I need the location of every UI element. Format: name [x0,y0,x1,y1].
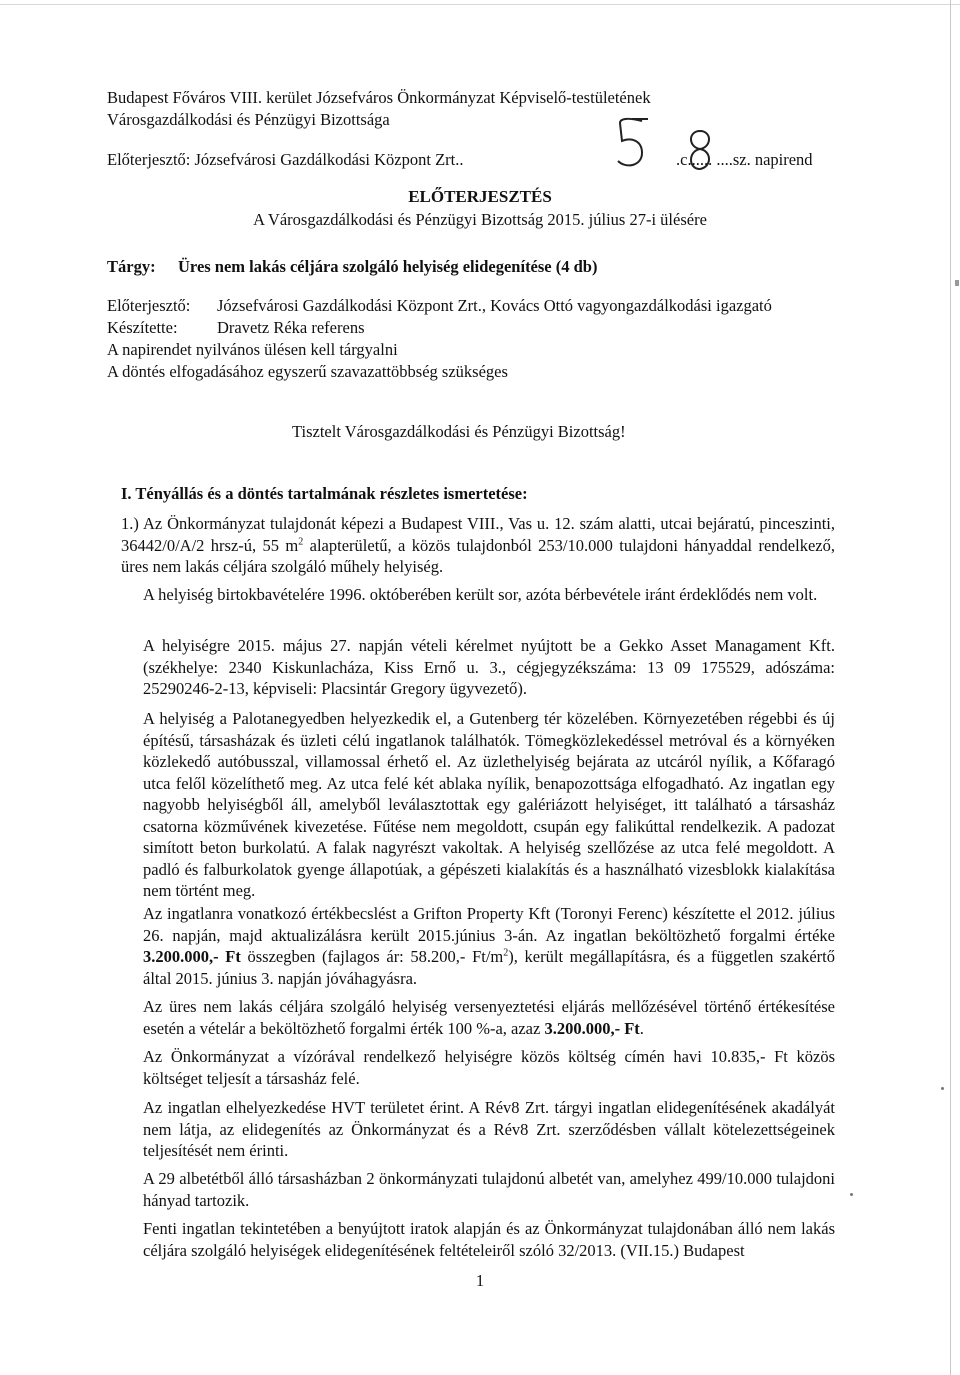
paragraph-1: 1.) Az Önkormányzat tulajdonát képezi a Budapest VIII., Vas u. 12. szám alatti, utcai bejáratú, pinceszinti, 36442/0/A/2 hrsz-ú, 55 $m^2$ alapterületű, a közös tulajdonból 253/10.000 tulajdoni hányaddal rendelkező, üres nem lakás céljára szolgáló műhely helyiség. [121,514,835,576]
paragraph-1-label: 1.) [121,514,139,533]
scan-mark [955,280,959,286]
header-line-2: Városgazdálkodási és Pénzügyi Bizottsága [107,110,390,129]
meta-author [107,318,365,338]
salutation: Tisztelt Városgazdálkodási és Pénzügyi Bizottság! [292,422,626,441]
header-presenter: Előterjesztő: Józsefvárosi Gazdálkodási Központ Zrt.. [107,150,464,169]
page-number: 1 [475,1271,485,1290]
agenda-suffix: .c...... ....sz. napirend [676,150,813,169]
meta-public-session: A napirendet nyilvános ülésen kell tárgyalni [107,340,398,359]
section-number: I. [121,484,132,503]
paragraph-8: Az ingatlan elhelyezkedése HVT területet érint. A Rév8 Zrt. tárgyi ingatlan elidegenítésének akadályát nem látja, az elidegenítés az Önkormányzat és a Rév8 Zrt. szerződésben vállalt kötelezettségeinek teljesítését nem érinti. [143,1098,835,1160]
header-line-1: Budapest Főváros VIII. kerület Józsefváros Önkormányzat Képviselő-testületének [107,88,651,107]
section-heading [121,484,528,504]
scan-border-top [0,4,960,5]
meta-presenter-label: Előterjesztő: [107,296,191,315]
document-title: ELŐTERJESZTÉS [408,187,552,206]
scan-speck [850,1193,853,1196]
meta-author-value: Dravetz Réka referens [217,318,365,337]
meta-author-label: Készítette: [107,318,178,337]
scan-speck [941,1087,944,1090]
paragraph-9: A 29 albetétből álló társasházban 2 önkormányzati tulajdonú albetét van, amelyhez 499/10.000 tulajdoni hányad tartozik. [143,1169,835,1210]
paragraph-4: A helyiség a Palotanegyedben helyezkedik el, a Gutenberg tér közelében. Környezetében régebbi és új építésű, társasházak és üzleti célú ingatlanok találhatók. Tömegközlekedéssel metróval és a környéken közlekedő autóbusszal, villamossal érhető el. Az üzlethelyiség bejárata az utcáról nyílik, a Kőfaragó utca felől közelíthető meg. Az utca felé két ablaka nyílik, benapozottsága elfogadható. Az ingatlan egy nagyobb helyiségből áll, amelyből leválasztottak egy galériázott helyiséget, itt található a társasház csatorna közművének kivezetése. Fűtése nem megoldott, csupán egy falikúttal rendelkezik. A padozat simított beton burkolatú. A falak nagyrészt vakoltak. A helyiség szellőzése az utca felé megoldott. A padló és falburkolatok gyenge állapotúak, a gépészeti kialakítás és a használható vizesblokk kialakítása nem történt meg. [143,709,835,900]
meta-presenter [107,296,772,316]
meta-presenter-value: Józsefvárosi Gazdálkodási Központ Zrt., Kovács Ottó vagyongazdálkodási igazgató [217,296,772,315]
meta-majority: A döntés elfogadásához egyszerű szavazattöbbség szükséges [107,362,508,381]
subject-text: Üres nem lakás céljára szolgáló helyiség elidegenítése (4 db) [178,257,598,276]
paragraph-7: Az Önkormányzat a vízórával rendelkező helyiségre közös költség címén havi 10.835,- Ft közös költséget teljesít a társasház felé. [143,1047,835,1088]
paragraph-5: Az ingatlanra vonatkozó értékbecslést a Grifton Property Kft (Toronyi Ferenc) készítette el 2012. július 26. napján, majd aktualizálásra került 2015.június 3-án. Az ingatlan beköltözhető forgalmi értéke 3.200.000,- Ft összegben (fajlagos ár: 58.200,- $Ft/m^2$), került megállapításra, és a független szakértő által 2015. június 3. napján jóváhagyásra. [143,904,835,988]
paragraph-2: A helyiség birtokbavételére 1996. októberében került sor, azóta bérbevétele iránt érdeklődés nem volt. [143,585,818,604]
subject-label: Tárgy: [107,257,156,276]
paragraph-10: Fenti ingatlan tekintetében a benyújtott iratok alapján és az Önkormányzat tulajdonában álló nem lakás céljára szolgáló helyiségek elidegenítésének feltételeiről szóló 32/2013. (VII.15.) Budapest [143,1219,835,1260]
paragraph-3: A helyiségre 2015. május 27. napján vételi kérelmet nyújtott be a Gekko Asset Managament Kft. (székhelye: 2340 Kiskunlacháza, Kiss Ernő u. 3., cégjegyzékszáma: 13 09 175529, adószáma: 25290246-2-13, képviseli: Placsintár Gregory ügyvezető). [143,636,835,698]
section-title: Tényállás és a döntés tartalmának részletes ismertetése: [135,484,528,503]
document-subtitle: A Városgazdálkodási és Pénzügyi Bizottság 2015. július 27-i ülésére [253,210,707,229]
paragraph-6: Az üres nem lakás céljára szolgáló helyiség versenyeztetési eljárás mellőzésével történő értékesítése esetén a vételár a beköltözhető forgalmi érték 100 %-a, azaz 3.200.000,- Ft. [143,997,835,1038]
